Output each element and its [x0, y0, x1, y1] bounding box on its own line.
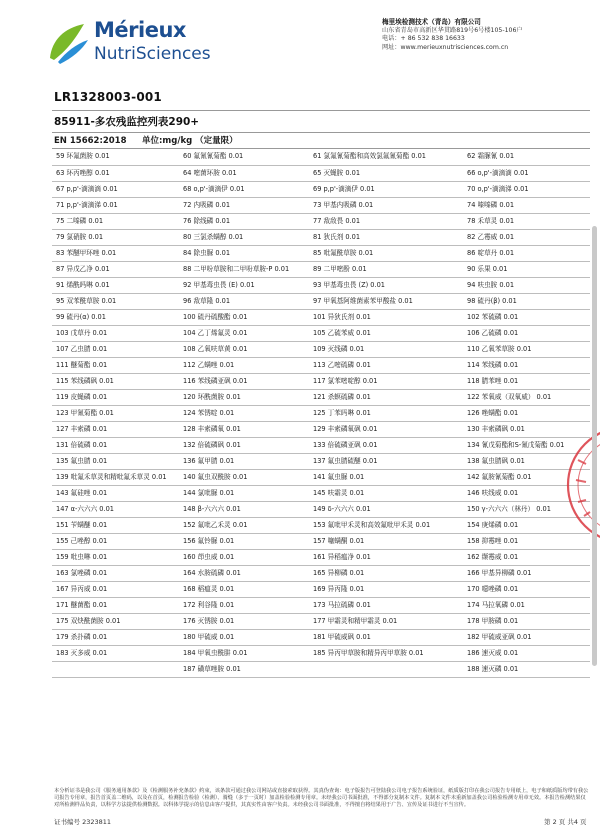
table-cell: 177 甲霜灵和精甲霜灵 0.01 — [309, 613, 463, 629]
table-cell: 75 二嗪磷 0.01 — [52, 213, 179, 229]
table-cell: 99 硫丹(α) 0.01 — [52, 309, 179, 325]
table-cell: 139 吡氟禾草灵和精吡氟禾草灵 0.01 — [52, 469, 179, 485]
table-cell: 61 氯氟氰菊酯和高效氯氟氰菊酯 0.01 — [309, 149, 463, 165]
table-cell: 173 马拉硫磷 0.01 — [309, 597, 463, 613]
table-cell: 73 甲基内吸磷 0.01 — [309, 197, 463, 213]
table-cell: 104 乙丁烯氟灵 0.01 — [179, 325, 309, 341]
report-id: LR1328003-001 — [54, 90, 162, 104]
table-cell: 140 氟虫双酰胺 0.01 — [179, 469, 309, 485]
table-cell: 74 嗪嗪磷 0.01 — [463, 197, 590, 213]
table-cell: 102 苯硫磷 0.01 — [463, 309, 590, 325]
table-cell: 136 氟甲腈 0.01 — [179, 453, 309, 469]
unit-label: 单位:mg/kg （定量限） — [142, 136, 238, 146]
table-row — [52, 533, 590, 549]
table-cell: 112 乙螨唑 0.01 — [179, 357, 309, 373]
table-cell: 157 噻螨酮 0.01 — [309, 533, 463, 549]
table-cell: 97 甲氧基阿维菌素苯甲酸盐 0.01 — [309, 293, 463, 309]
table-cell: 71 p,p'-滴滴涕 0.01 — [52, 197, 179, 213]
table-cell: 88 二甲吩草胺和二甲吩草胺-P 0.01 — [179, 261, 309, 277]
table-row — [52, 549, 590, 565]
table-cell: 90 乐果 0.01 — [463, 261, 590, 277]
table-cell: 176 灭锈胺 0.01 — [179, 613, 309, 629]
pesticide-table — [52, 149, 590, 678]
table-cell: 117 氯苯嘧啶醇 0.01 — [309, 373, 463, 389]
table-cell: 108 乙氧呋草黄 0.01 — [179, 341, 309, 357]
table-cell: 154 庚烯磷 0.01 — [463, 517, 590, 533]
table-cell: 165 异柳磷 0.01 — [309, 565, 463, 581]
table-cell: 184 甲氧虫酰肼 0.01 — [179, 645, 309, 661]
company-name: 梅里埃检测技术（青岛）有限公司 — [382, 18, 481, 26]
table-cell: 84 除虫脲 0.01 — [179, 245, 309, 261]
table-row — [52, 613, 590, 629]
table-cell: 78 禾草灵 0.01 — [463, 213, 590, 229]
table-row — [52, 437, 590, 453]
table-cell: 147 α-六六六 0.01 — [52, 501, 179, 517]
logo-name-line2: NutriSciences — [94, 44, 211, 64]
table-cell: 118 腈苯唑 0.01 — [463, 373, 590, 389]
table-cell: 125 丁苯吗啉 0.01 — [309, 405, 463, 421]
table-cell: 137 氟虫腈硫醚 0.01 — [309, 453, 463, 469]
table-cell: 174 马拉氧磷 0.01 — [463, 597, 590, 613]
table-cell: 122 苯氧威（双氧威） 0.01 — [463, 389, 590, 405]
table-cell: 89 二甲嘧酚 0.01 — [309, 261, 463, 277]
table-cell: 101 异狄氏剂 0.01 — [309, 309, 463, 325]
table-row — [52, 517, 590, 533]
table-cell: 148 β-六六六 0.01 — [179, 501, 309, 517]
table-cell: 87 异戊乙净 0.01 — [52, 261, 179, 277]
table-cell: 166 甲基异柳磷 0.01 — [463, 565, 590, 581]
table-cell: 183 灭多威 0.01 — [52, 645, 179, 661]
table-cell: 156 氟铃脲 0.01 — [179, 533, 309, 549]
table-cell: 130 丰索磷砜 0.01 — [463, 421, 590, 437]
table-row — [52, 197, 590, 213]
table-cell: 161 异稻瘟净 0.01 — [309, 549, 463, 565]
table-cell: 113 乙嘧硫磷 0.01 — [309, 357, 463, 373]
table-cell: 98 硫丹(β) 0.01 — [463, 293, 590, 309]
table-cell: 60 氟氰氰菊酯 0.01 — [179, 149, 309, 165]
table-row — [52, 389, 590, 405]
table-cell: 153 氟吡甲禾灵和高效氟吡甲禾灵 0.01 — [309, 517, 463, 533]
table-cell: 132 倍硫磷砜 0.01 — [179, 437, 309, 453]
table-cell: 63 环丙唑醇 0.01 — [52, 165, 179, 181]
table-cell: 171 醚菌酯 0.01 — [52, 597, 179, 613]
company-info — [382, 18, 592, 52]
table-row — [52, 581, 590, 597]
table-cell: 186 速灭威 0.01 — [463, 645, 590, 661]
table-row — [52, 165, 590, 181]
standard-code: EN 15662:2018 — [54, 136, 127, 146]
table-cell: 94 呋虫胺 0.01 — [463, 277, 590, 293]
standard-row — [52, 133, 590, 149]
table-cell: 67 p,p'-滴滴滴 0.01 — [52, 181, 179, 197]
table-cell: 96 敌草隆 0.01 — [179, 293, 309, 309]
table-cell: 178 甲胺磷 0.01 — [463, 613, 590, 629]
table-cell: 152 氟吡乙禾灵 0.01 — [179, 517, 309, 533]
table-cell: 135 氟虫腈 0.01 — [52, 453, 179, 469]
table-row — [52, 661, 590, 677]
table-cell: 188 速灭磷 0.01 — [463, 661, 590, 677]
table-cell: 128 丰索磷氧 0.01 — [179, 421, 309, 437]
table-cell: 81 狄氏剂 0.01 — [309, 229, 463, 245]
table-cell: 65 灭蝇胺 0.01 — [309, 165, 463, 181]
table-cell: 169 异丙隆 0.01 — [309, 581, 463, 597]
table-cell: 79 氯硝胺 0.01 — [52, 229, 179, 245]
table-cell: 92 甲基毒虫畏 (E) 0.01 — [179, 277, 309, 293]
table-cell — [52, 661, 179, 677]
table-cell: 133 倍硫磷亚砜 0.01 — [309, 437, 463, 453]
table-cell: 106 乙硫磷 0.01 — [463, 325, 590, 341]
table-cell: 159 吡虫啉 0.01 — [52, 549, 179, 565]
table-cell: 68 o,p'-滴滴伊 0.01 — [179, 181, 309, 197]
table-cell: 111 醚菊酯 0.01 — [52, 357, 179, 373]
table-cell: 103 戊草丹 0.01 — [52, 325, 179, 341]
table-row — [52, 373, 590, 389]
table-cell: 85 吡氟酰草胺 0.01 — [309, 245, 463, 261]
vertical-scrollbar[interactable] — [592, 226, 597, 666]
table-cell: 138 氟虫腈砜 0.01 — [463, 453, 590, 469]
table-cell: 110 乙氧苯草胺 0.01 — [463, 341, 590, 357]
table-cell: 91 烯酰吗啉 0.01 — [52, 277, 179, 293]
table-cell: 95 双苯酰草胺 0.01 — [52, 293, 179, 309]
table-row — [52, 421, 590, 437]
table-cell: 72 内吸磷 0.01 — [179, 197, 309, 213]
table-cell: 164 水胺硫磷 0.01 — [179, 565, 309, 581]
table-cell: 59 环氟菌胺 0.01 — [52, 149, 179, 165]
table-row — [52, 325, 590, 341]
table-cell: 163 氯唑磷 0.01 — [52, 565, 179, 581]
table-cell: 70 o,p'-滴滴涕 0.01 — [463, 181, 590, 197]
table-cell: 172 利谷隆 0.01 — [179, 597, 309, 613]
table-cell: 93 甲基毒虫畏 (Z) 0.01 — [309, 277, 463, 293]
table-row — [52, 405, 590, 421]
table-cell: 129 丰索磷氧砜 0.01 — [309, 421, 463, 437]
table-row — [52, 501, 590, 517]
table-cell: 146 呋线威 0.01 — [463, 485, 590, 501]
table-cell: 82 乙霉威 0.01 — [463, 229, 590, 245]
table-cell: 142 氟胺氰菊酯 0.01 — [463, 469, 590, 485]
table-cell: 83 苯醚甲环唑 0.01 — [52, 245, 179, 261]
table-cell: 115 苯线磷砜 0.01 — [52, 373, 179, 389]
table-row — [52, 149, 590, 165]
table-cell: 107 乙虫腈 0.01 — [52, 341, 179, 357]
table-cell: 109 灭线磷 0.01 — [309, 341, 463, 357]
table-row — [52, 597, 590, 613]
table-cell: 121 杀螟硫磷 0.01 — [309, 389, 463, 405]
company-address: 山东省青岛市高新区华贯路819号6号楼105-106户 — [382, 26, 523, 34]
table-cell: 120 环酰菌胺 0.01 — [179, 389, 309, 405]
table-cell: 124 苯锈啶 0.01 — [179, 405, 309, 421]
table-cell: 160 茚虫威 0.01 — [179, 549, 309, 565]
company-phone: 电话：+ 86 532 838 16633 — [382, 35, 465, 43]
table-cell: 141 氟虫脲 0.01 — [309, 469, 463, 485]
table-row — [52, 485, 590, 501]
table-cell: 179 杀扑磷 0.01 — [52, 629, 179, 645]
table-cell: 144 氯吡脲 0.01 — [179, 485, 309, 501]
table-row — [52, 229, 590, 245]
table-cell: 126 唑螨酯 0.01 — [463, 405, 590, 421]
table-row — [52, 645, 590, 661]
table-cell: 181 甲硫威砜 0.01 — [309, 629, 463, 645]
table-row — [52, 181, 590, 197]
table-cell: 119 皮蝇磷 0.01 — [52, 389, 179, 405]
table-cell: 77 敌敌畏 0.01 — [309, 213, 463, 229]
page-number: 第 2 页 共4 页 — [544, 818, 587, 826]
table-cell: 116 苯线磷亚砜 0.01 — [179, 373, 309, 389]
table-row — [52, 453, 590, 469]
table-row — [52, 309, 590, 325]
table-row — [52, 245, 590, 261]
table-cell: 180 甲硫威 0.01 — [179, 629, 309, 645]
section-title: 85911-多农残监控列表290+ — [52, 111, 590, 133]
table-cell: 123 甲氰菊酯 0.01 — [52, 405, 179, 421]
table-cell: 100 硫丹硫酸酯 0.01 — [179, 309, 309, 325]
table-cell: 187 磺草唑胺 0.01 — [179, 661, 309, 677]
table-cell: 69 p,p'-滴滴伊 0.01 — [309, 181, 463, 197]
table-row — [52, 261, 590, 277]
table-cell: 185 异丙甲草胺和精异丙甲草胺 0.01 — [309, 645, 463, 661]
table-cell: 134 氰戊菊酯和S-氰戊菊酯 0.01 — [463, 437, 590, 453]
table-cell: 151 苄螨醚 0.01 — [52, 517, 179, 533]
table-cell: 149 δ-六六六 0.01 — [309, 501, 463, 517]
table-cell: 145 呋霜灵 0.01 — [309, 485, 463, 501]
table-cell: 131 倍硫磷 0.01 — [52, 437, 179, 453]
table-row — [52, 357, 590, 373]
table-row — [52, 565, 590, 581]
table-cell: 155 己唑醇 0.01 — [52, 533, 179, 549]
merieux-logo — [44, 14, 214, 74]
table-cell: 175 双炔酰菌胺 0.01 — [52, 613, 179, 629]
table-row — [52, 341, 590, 357]
table-row — [52, 293, 590, 309]
results-sheet — [52, 110, 590, 810]
table-cell: 168 稻瘟灵 0.01 — [179, 581, 309, 597]
table-cell: 162 缬霉威 0.01 — [463, 549, 590, 565]
table-cell: 86 啶草丹 0.01 — [463, 245, 590, 261]
certificate-number: 证书编号 2323811 — [54, 818, 112, 826]
footnote: 本分析证书是我公司《服务通用条款》及《检测服务补充条款》约束，该条款可通过我公司网站或直接索取获得。其真伪查询：电子版报告可登陆我公司电子报告系统验证，纸质版打印在我公司报告专用纸上，电子和纸质版均带有我公司报告专用章，报告首页盖二维码，以及在首页，检测报告检验（检测）、骑缝（多于一页时）加盖检验检测专用章。未经我公司书面批准，不得部分复制本文件。复制本文件未重新加盖我公司检验检测专用章无效。本报告检测结果仅对所检测样品负责，以科学方法提供检测数据。以科体学提示的信息由客户提供，其真实性由客户负责。未经我公司书面批准，不得擅自将结果用于广告、宣传及证书进行不当宣传。 — [54, 788, 589, 808]
company-website: 网址：www.merieuxnutrisciences.com.cn — [382, 43, 509, 51]
table-cell: 170 噁唑磷 0.01 — [463, 581, 590, 597]
table-row — [52, 277, 590, 293]
table-row — [52, 213, 590, 229]
table-row — [52, 469, 590, 485]
table-cell: 167 异丙威 0.01 — [52, 581, 179, 597]
leaf-logo-icon — [44, 18, 92, 66]
table-cell: 143 氟硅唑 0.01 — [52, 485, 179, 501]
table-cell: 182 甲硫威亚砜 0.01 — [463, 629, 590, 645]
table-row — [52, 629, 590, 645]
table-cell: 127 丰索磷 0.01 — [52, 421, 179, 437]
table-cell: 105 乙硫苯威 0.01 — [309, 325, 463, 341]
logo-name-line1: Mérieux — [94, 18, 186, 42]
table-cell: 76 除线磷 0.01 — [179, 213, 309, 229]
table-cell: 66 o,p'-滴滴滴 0.01 — [463, 165, 590, 181]
table-cell: 64 嘧菌环胺 0.01 — [179, 165, 309, 181]
table-cell: 150 γ-六六六（林丹） 0.01 — [463, 501, 590, 517]
table-cell — [309, 661, 463, 677]
table-cell: 80 三氯杀螨醇 0.01 — [179, 229, 309, 245]
table-cell: 62 霜脲氰 0.01 — [463, 149, 590, 165]
table-cell: 158 抑霉唑 0.01 — [463, 533, 590, 549]
table-cell: 114 苯线磷 0.01 — [463, 357, 590, 373]
